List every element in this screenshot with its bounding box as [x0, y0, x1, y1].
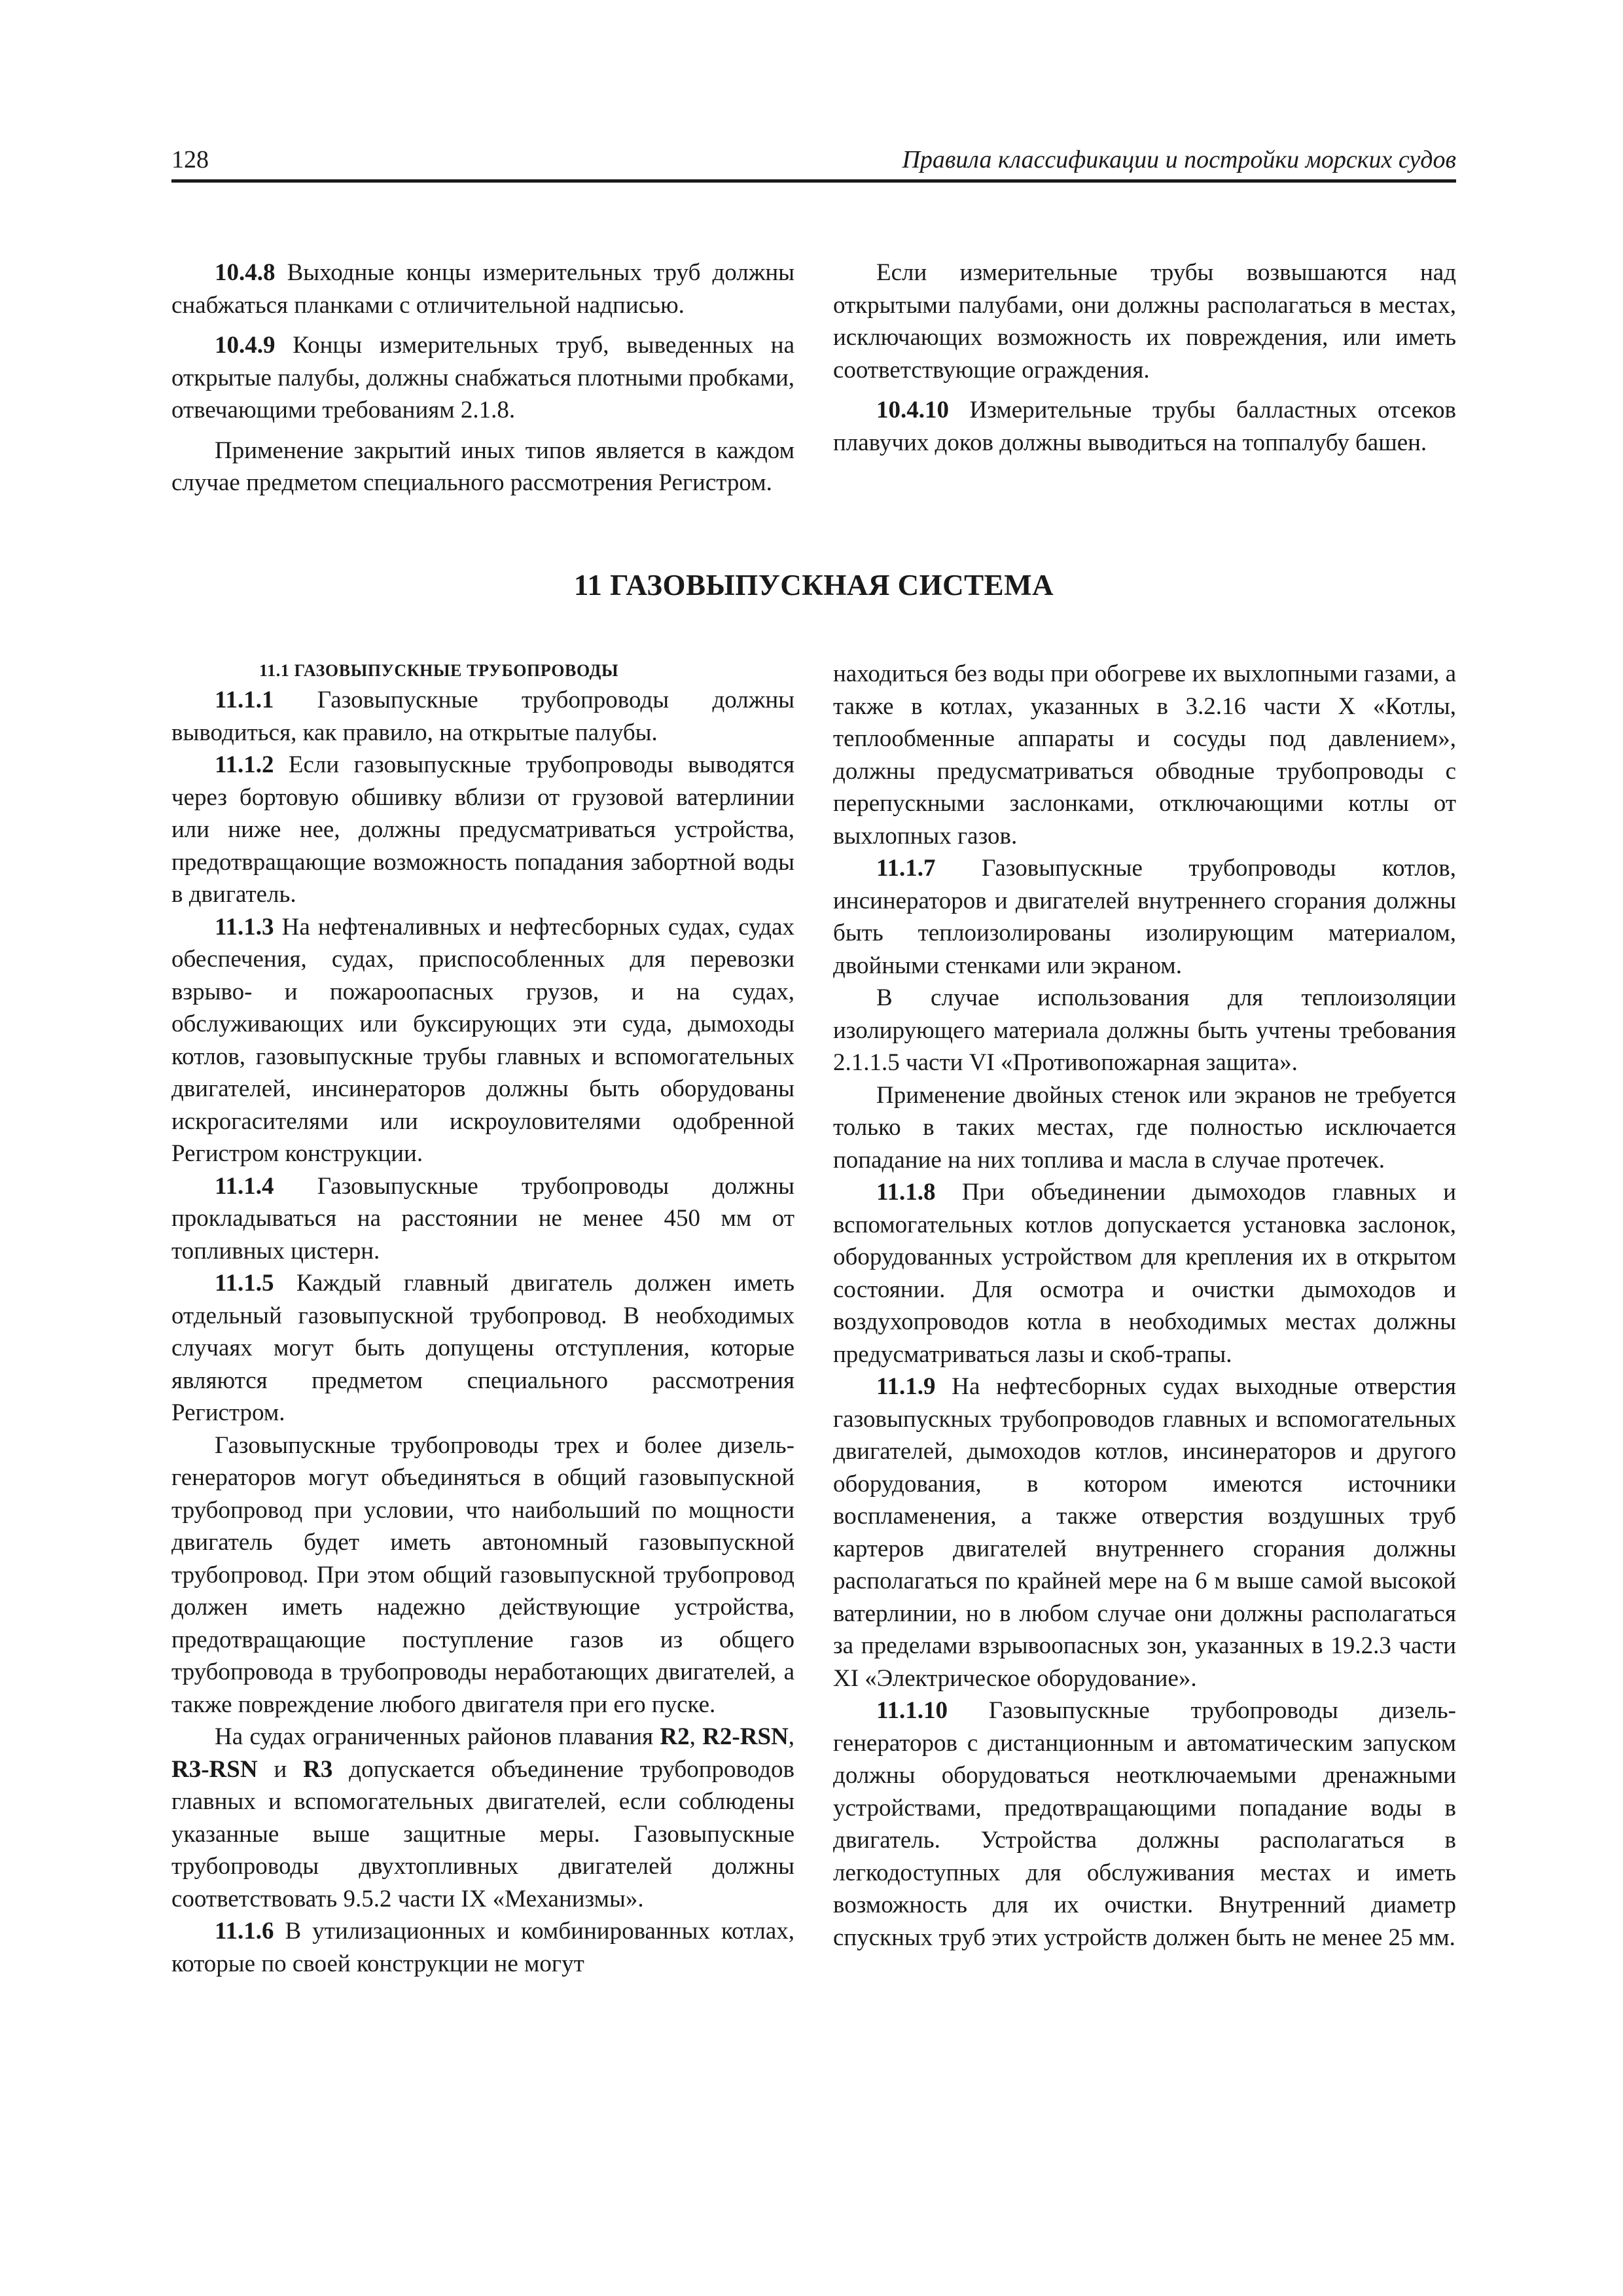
top-right-column [833, 257, 1456, 459]
page-number: 128 [171, 146, 209, 173]
paragraph: Газовыпускные трубопроводы трех и более дизель-генераторов могут объединяться в общий газовыпускной трубопровод при условии, что наибольший по мощности двигатель будет иметь автономный газовыпускной трубопровод. При этом общий газовыпускной трубопровод должен иметь надежно действующие устройства, предотвращающие поступление газов из общего трубопровода в трубопроводы неработающих двигателей, а также повреждение любого двигателя при его пуске. [171, 1431, 794, 1718]
clause-number: 11.1.3 [215, 913, 274, 941]
chapter-title: 11 ГАЗОВЫПУСКНАЯ СИСТЕМА [573, 569, 1054, 601]
clause-number: 11.1.8 [876, 1179, 936, 1206]
clause-number: 11.1.9 [876, 1373, 936, 1400]
clause-number: 10.4.9 [215, 332, 276, 359]
paragraph: 10.4.10 Измерительные трубы балластных отсеков плавучих доков должны выводиться на топпалубу башен. [833, 397, 1456, 456]
paragraph: Применение двойных стенок или экранов не требуется только в таких местах, где полностью исключается попадание на них топлива и масла в случае протечек. [833, 1081, 1456, 1174]
section-title: 11.1 ГАЗОВЫПУСКНЫЕ ТРУБОПРОВОДЫ [259, 661, 619, 680]
paragraph: Применение закрытий иных типов является в каждом случае предметом специального рассмотрения Регистром. [171, 437, 794, 496]
paragraph: 11.1.3 На нефтеналивных и нефтесборных судах, судах обеспечения, судах, приспособленных для перевозки взрыво- и пожароопасных грузов, и на судах, обслуживающих или буксирующих эти суда, дымоходы котлов, газовыпускные трубы главных и вспомогательных двигателей, инсинераторов должны быть оборудованы искрогасителями или искроуловителями одобренной Регистром конструкции. [171, 913, 794, 1167]
paragraph: 10.4.9 Концы измерительных труб, выведенных на открытые палубы, должны снабжаться плотными пробками, отвечающими требованиям 2.1.8. [171, 332, 794, 423]
navigation-area-code: R2 [660, 1723, 690, 1750]
clause-number: 11.1.6 [215, 1918, 274, 1945]
paragraph: 10.4.8 Выходные концы измерительных труб должны снабжаться планками с отличительной надписью. [171, 259, 794, 319]
chapter-right-column [833, 658, 1456, 1954]
paragraph: 11.1.4 Газовыпускные трубопроводы должны прокладываться на расстоянии не менее 450 мм от топливных цистерн. [171, 1172, 794, 1265]
paragraph: 11.1.6 В утилизационных и комбинированных котлах, которые по своей конструкции не могут [171, 1918, 794, 1977]
paragraph: 11.1.2 Если газовыпускные трубопроводы выводятся через бортовую обшивку вблизи от грузовой ватерлинии или ниже нее, должны предусматриваться устройства, предотвращающие возможность попадания забортной воды в двигатель. [171, 751, 794, 908]
paragraph: 11.1.8 При объединении дымоходов главных и вспомогательных котлов допускается установка заслонок, оборудованных устройством для крепления их в открытом состоянии. Для осмотра и очистки дымоходов и воздухопроводов котла в необходимых местах должны предусматриваться лазы и скоб-трапы. [833, 1179, 1456, 1368]
clause-number: 11.1.10 [876, 1697, 948, 1724]
paragraph: В случае использования для теплоизоляции изолирующего материала должны быть учтены требования 2.1.1.5 части VI «Противопожарная защита». [833, 984, 1456, 1076]
navigation-area-code: R3-RSN [171, 1755, 258, 1783]
paragraph: 11.1.10 Газовыпускные трубопроводы дизель-генераторов с дистанционным и автоматическим запуском должны оборудоваться неотключаемыми дренажными устройствами, предотвращающими попадание воды в двигатель. Устройства должны располагаться в легкодоступных для обслуживания местах и иметь возможность для их очистки. Внутренний диаметр спускных труб этих устройств должен быть не менее 25 мм. [833, 1697, 1456, 1951]
clause-number: 11.1.4 [215, 1172, 274, 1200]
paragraph: 11.1.1 Газовыпускные трубопроводы должны выводиться, как правило, на открытые палубы. [171, 687, 794, 746]
paragraph: 11.1.7 Газовыпускные трубопроводы котлов, инсинераторов и двигателей внутреннего сгорания должны быть теплоизолированы изолирующим материалом, двойными стенками или экраном. [833, 855, 1456, 979]
clause-number: 10.4.10 [876, 397, 949, 423]
navigation-area-code: R2-RSN [702, 1723, 789, 1750]
clause-number: 11.1.2 [215, 751, 274, 778]
clause-number: 10.4.8 [215, 259, 276, 286]
paragraph: Если измерительные трубы возвышаются над открытыми палубами, они должны располагаться в местах, исключающих возможность их повреждения, или иметь соответствующие ограждения. [833, 259, 1456, 384]
navigation-area-code: R3 [303, 1755, 333, 1783]
paragraph: 11.1.5 Каждый главный двигатель должен иметь отдельный газовыпускной трубопровод. В необходимых случаях могут быть допущены отступления, которые являются предметом специального рассмотрения Регистром. [171, 1270, 794, 1426]
page-header [171, 143, 1456, 183]
paragraph: находиться без воды при обогреве их выхлопными газами, а также в котлах, указанных в 3.2.16 части X «Котлы, теплообменные аппараты и сосуды под давлением», должны предусматриваться обводные трубопроводы с перепускными заслонками, отключающими котлы от выхлопных газов. [833, 660, 1456, 850]
chapter-left-column [171, 658, 794, 1980]
clause-number: 11.1.5 [215, 1270, 274, 1297]
top-left-column [171, 257, 794, 499]
paragraph: 11.1.9 На нефтесборных судах выходные отверстия газовыпускных трубопроводов главных и вспомогательных двигателей, дымоходов котлов, инсинераторов и другого оборудования, в котором имеются источники воспламенения, а также отверстия воздушных труб картеров двигателей внутреннего сгорания должны располагаться по крайней мере на 6 м выше самой высокой ватерлинии, но в любом случае они должны располагаться за пределами взрывоопасных зон, указанных в 19.2.3 части XI «Электрическое оборудование». [833, 1373, 1456, 1692]
running-title: Правила классификации и постройки морских судов [902, 146, 1456, 173]
paragraph: На судах ограниченных районов плавания R2, R2-RSN, R3-RSN и R3 допускается объединение трубопроводов главных и вспомогательных двигателей, если соблюдены указанные выше защитные меры. Газовыпускные трубопроводы двухтопливных двигателей должны соответствовать 9.5.2 части IX «Механизмы». [171, 1723, 794, 1912]
clause-number: 11.1.7 [876, 855, 936, 882]
clause-number: 11.1.1 [215, 687, 274, 713]
